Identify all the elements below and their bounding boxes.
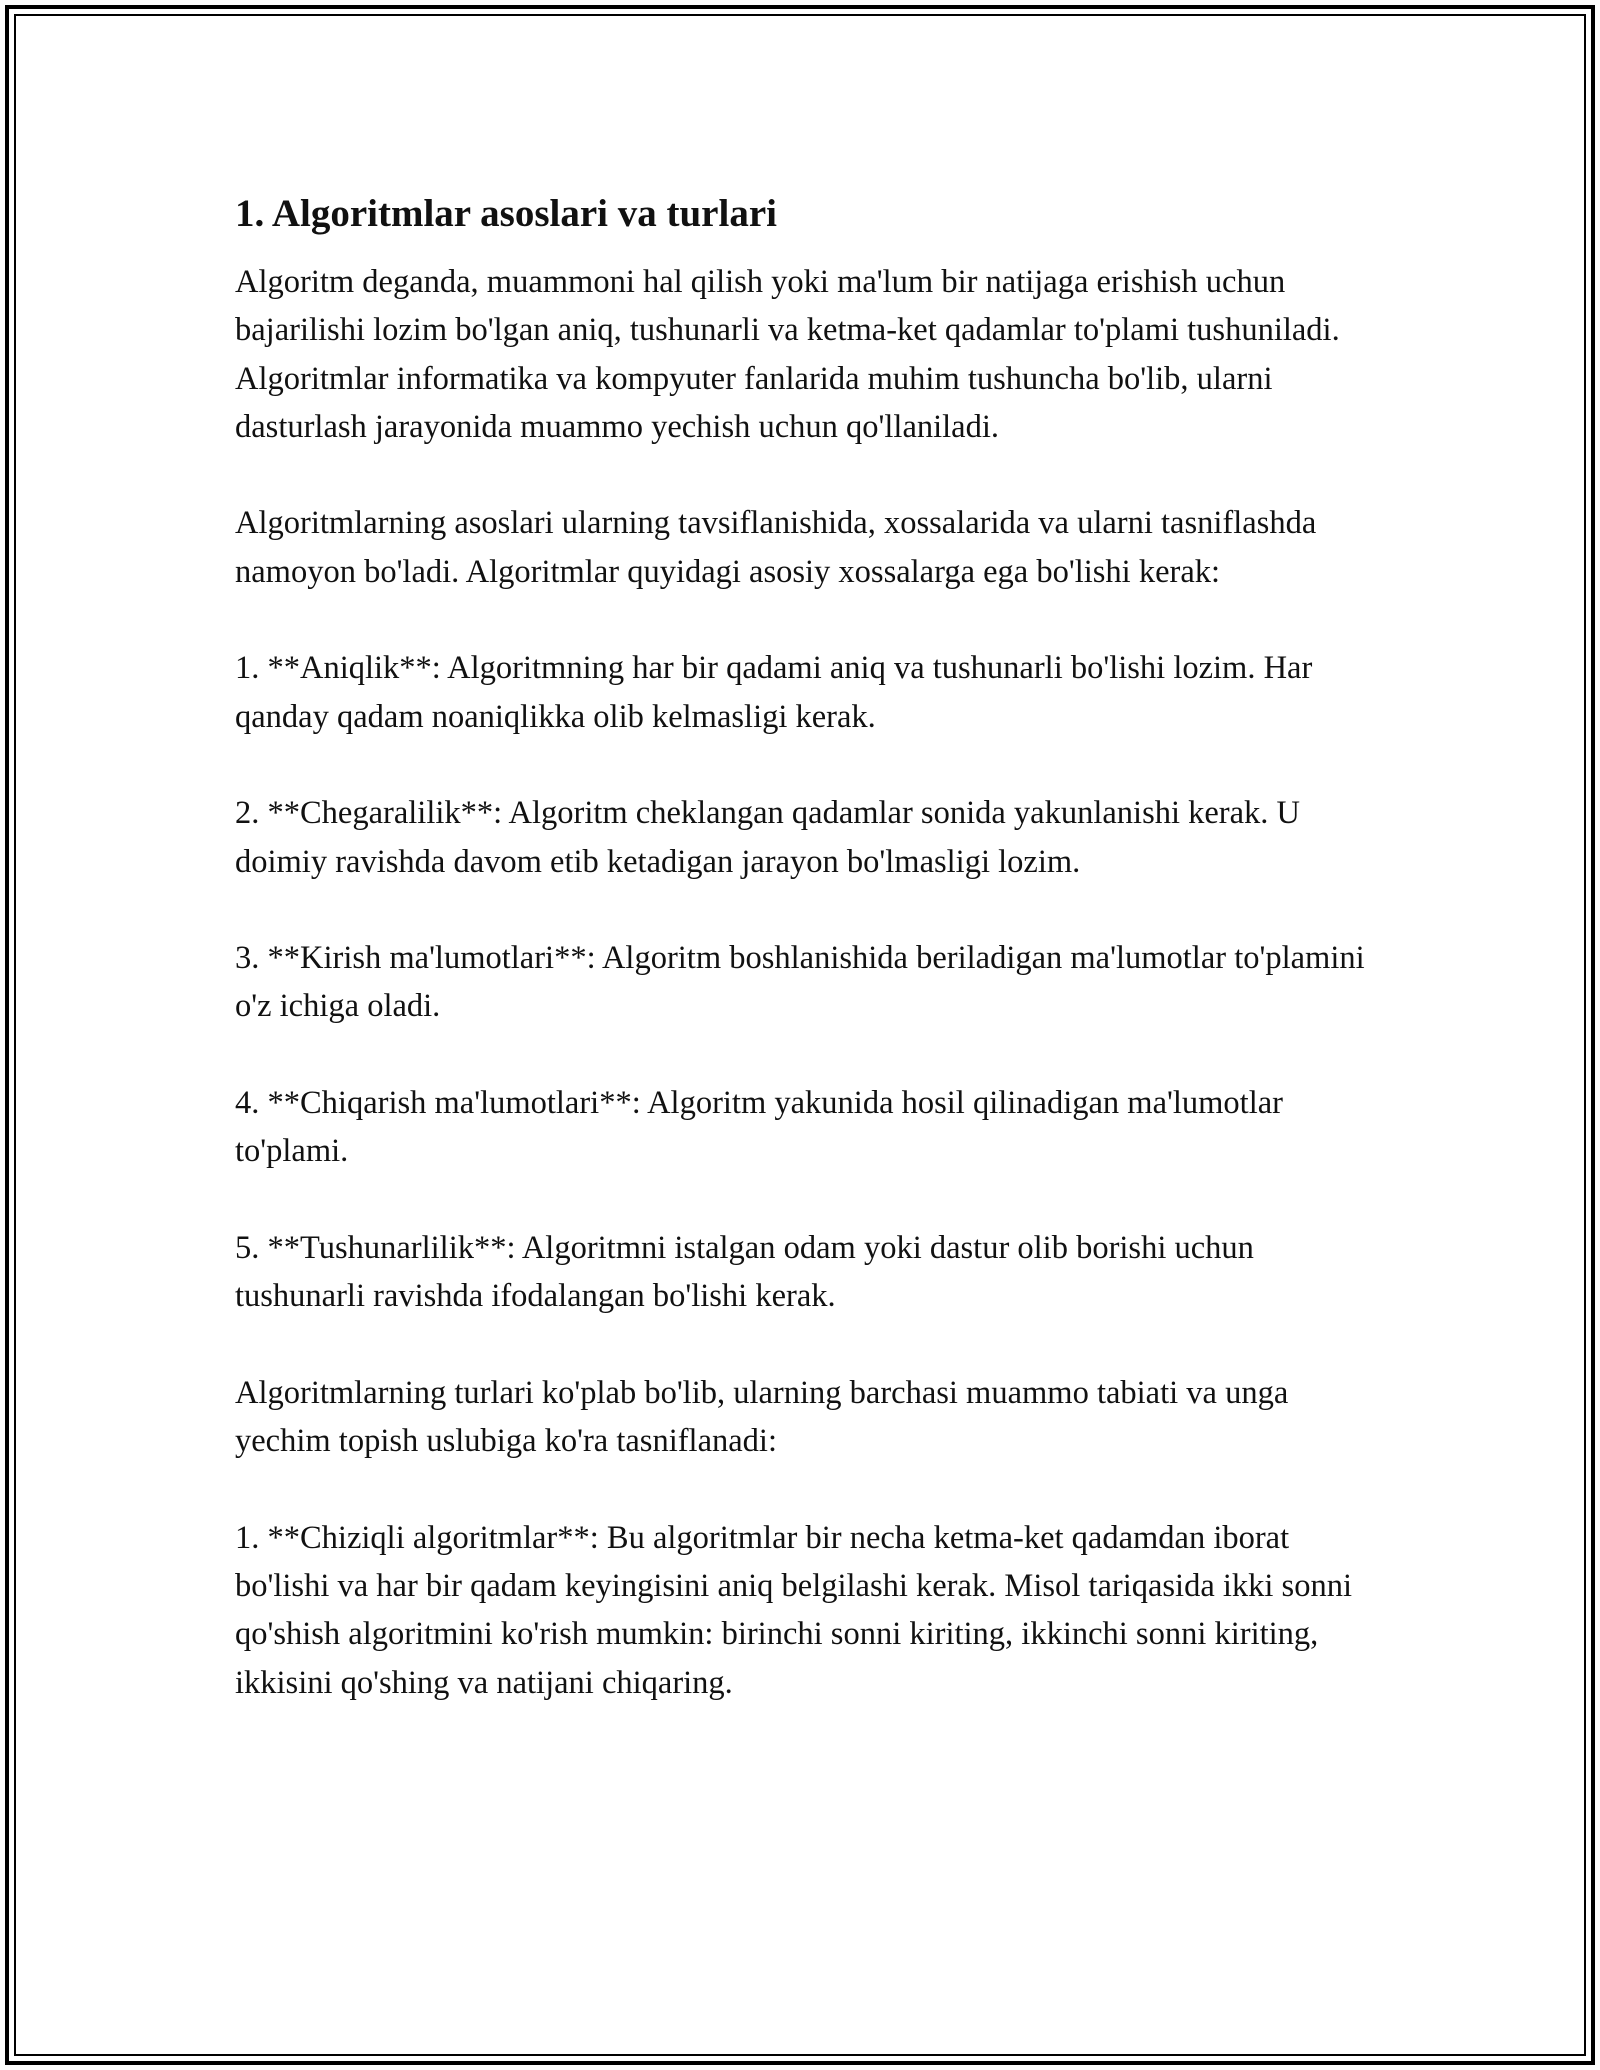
- list-item-tushunarlilik: 5. **Tushunarlilik**: Algoritmni istalgan odam yoki dastur olib borishi uchun tushunarli ravishda ifodalangan bo'lishi kerak.: [235, 1229, 1254, 1315]
- list-item-chiziqli: 1. **Chiziqli algoritmlar**: Bu algoritmlar bir necha ketma-ket qadamdan iborat bo'lishi va har bir qadam keyingisini aniq belgilashi kerak. Misol tariqasida ikki sonni qo'shish algoritmini ko'rish mumkin: birinchi sonni kiriting, ikkinchi sonni kiriting, ikkisini qo'shing va natijani chiqaring.: [235, 1519, 1352, 1701]
- page-title: 1. Algoritmlar asoslari va turlari: [235, 192, 777, 235]
- paragraph-properties-intro: Algoritmlarning asoslari ularning tavsiflanishida, xossalarida va ularni tasniflashda namoyon bo'ladi. Algoritmlar quyidagi asosiy xossalarga ega bo'lishi kerak:: [235, 505, 1317, 590]
- document-body: [235, 188, 1375, 1755]
- list-item-aniqlik: 1. **Aniqlik**: Algoritmning har bir qadami aniq va tushunarli bo'lishi lozim. Har qanday qadam noaniqlikka olib kelmasligi kerak.: [235, 650, 1313, 735]
- paragraph-types-intro: Algoritmlarning turlari ko'plab bo'lib, ularning barchasi muammo tabiati va unga yechim topish uslubiga ko'ra tasniflanadi:: [235, 1374, 1289, 1460]
- list-item-chiqarish: 4. **Chiqarish ma'lumotlari**: Algoritm yakunida hosil qilinadigan ma'lumotlar to'plami.: [235, 1085, 1283, 1170]
- list-item-kirish: 3. **Kirish ma'lumotlari**: Algoritm boshlanishida beriladigan ma'lumotlar to'plamini o'z ichiga oladi.: [235, 940, 1365, 1025]
- list-item-chegaralilik: 2. **Chegaralilik**: Algoritm cheklangan qadamlar sonida yakunlanishi kerak. U doimiy ravishda davom etib ketadigan jarayon bo'lmasligi lozim.: [235, 795, 1301, 880]
- paragraph-definition: Algoritm deganda, muammoni hal qilish yoki ma'lum bir natijaga erishish uchun bajarilishi lozim bo'lgan aniq, tushunarli va ketma-ket qadamlar to'plami tushuniladi. Algoritmlar informatika va kompyuter fanlarida muhim tushuncha bo'lib, ularni dasturlash jarayonida muammo yechish uchun qo'llaniladi.: [235, 264, 1340, 445]
